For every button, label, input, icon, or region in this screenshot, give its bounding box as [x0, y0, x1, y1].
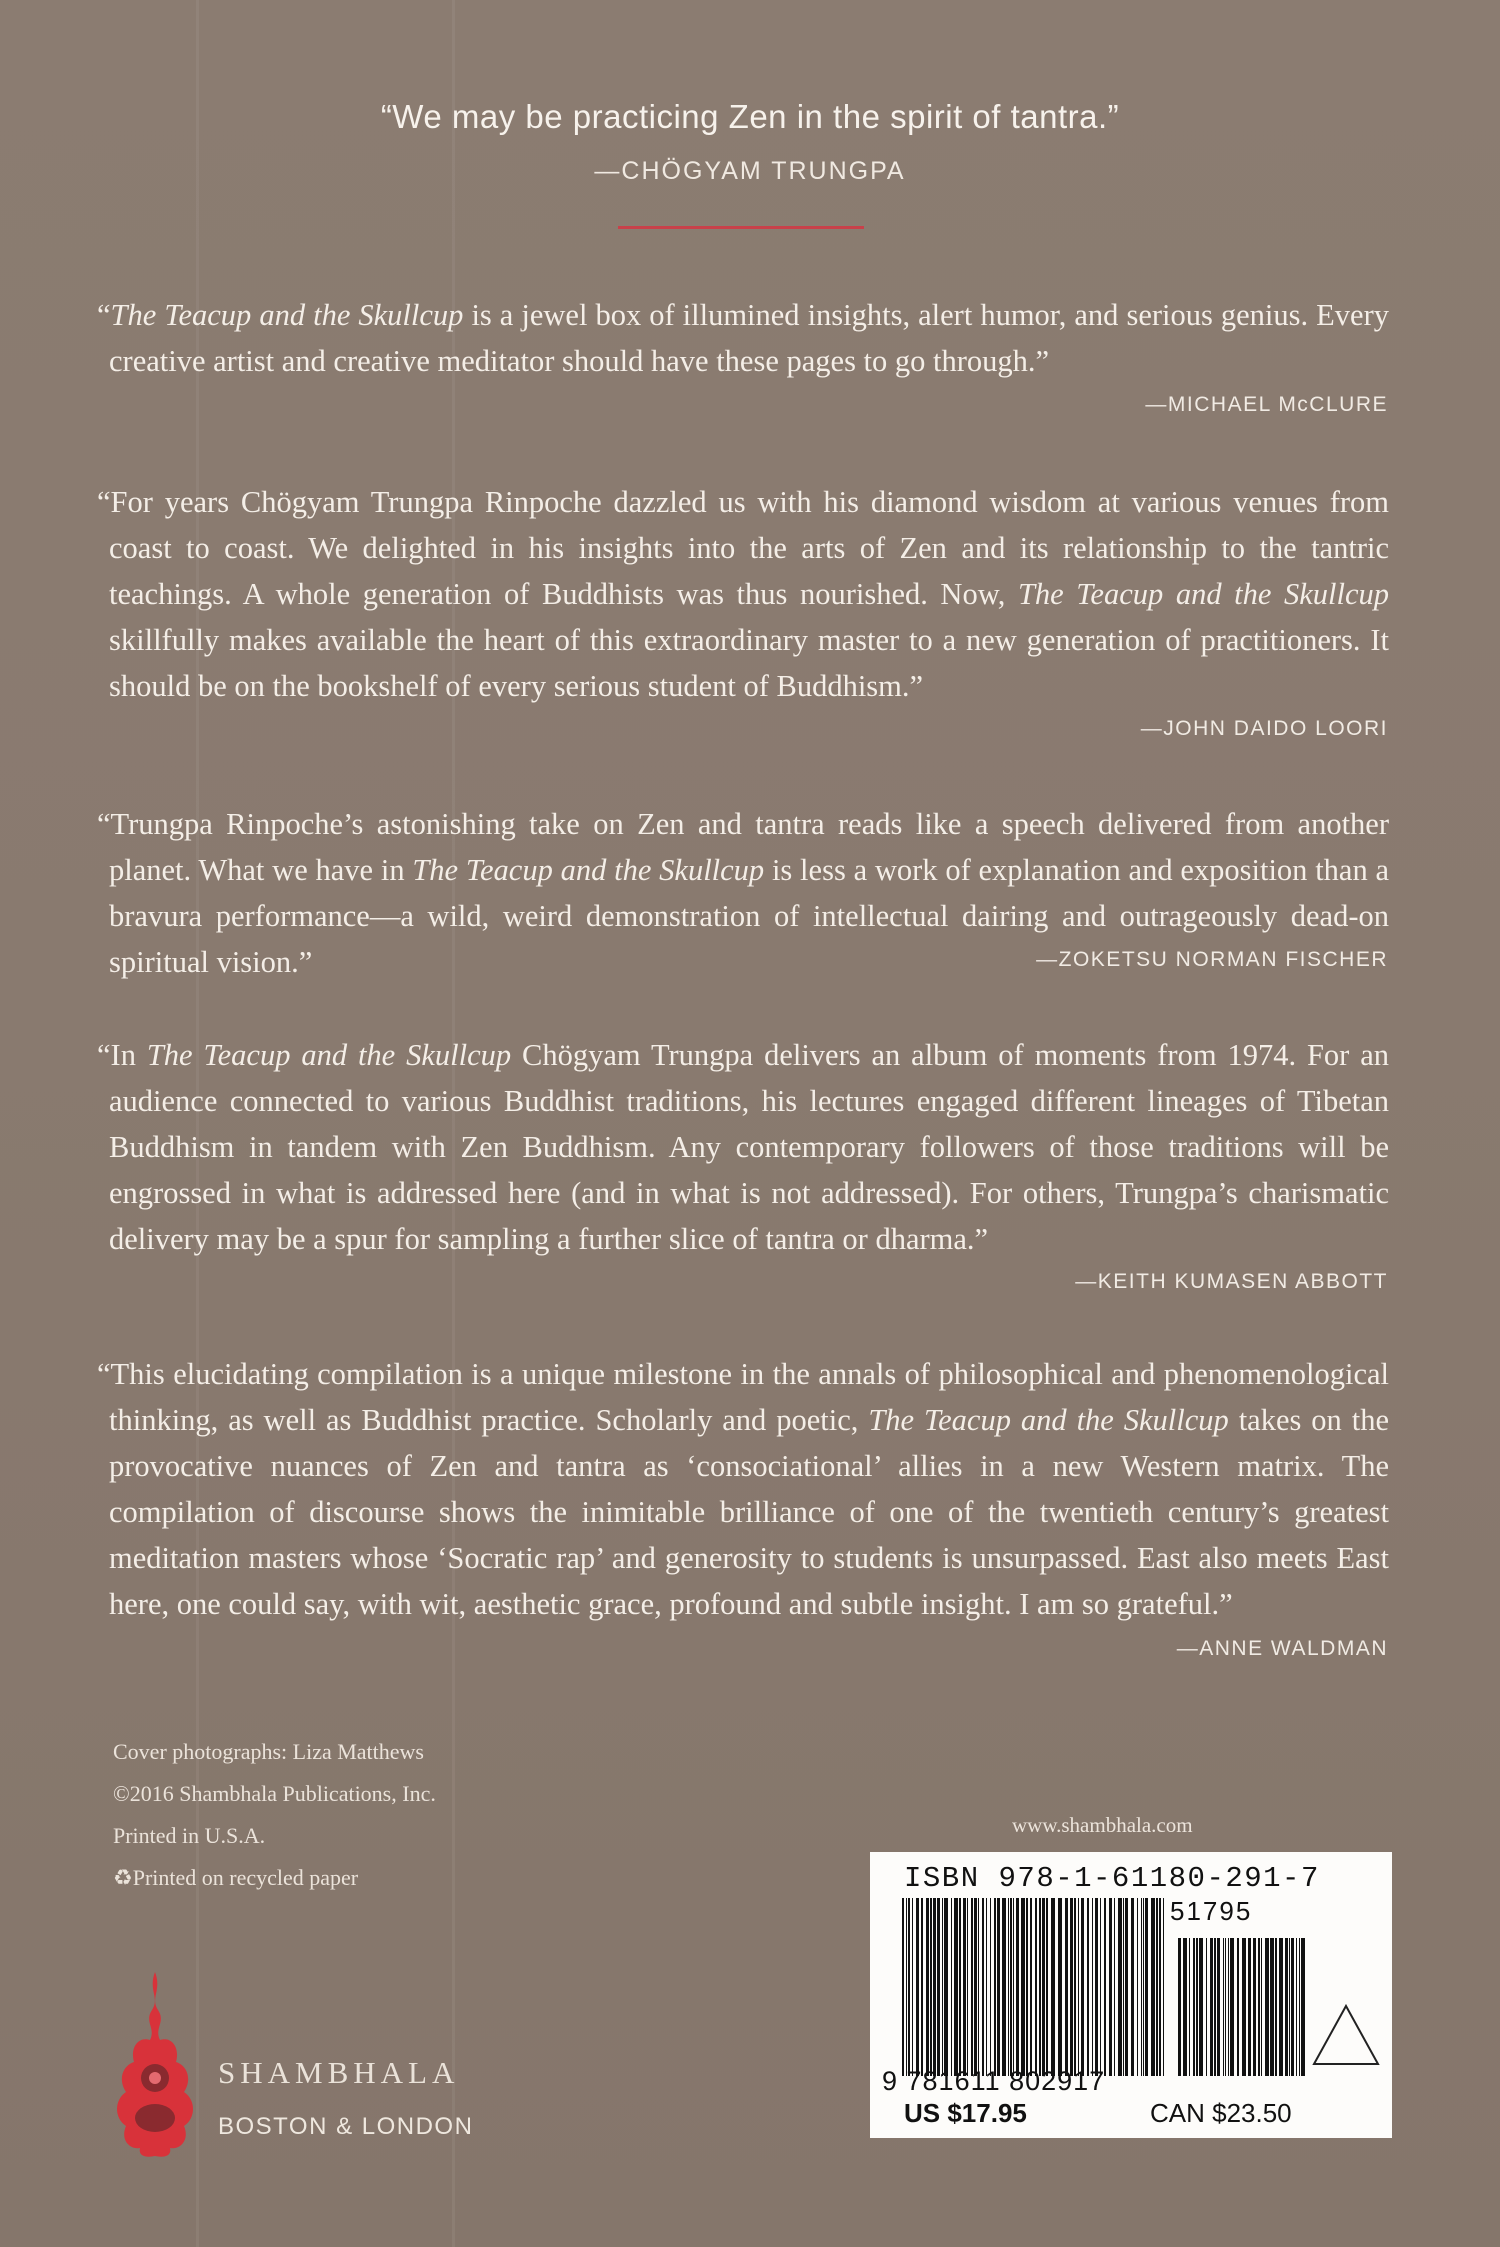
barcode-bar: [1237, 1938, 1239, 2076]
printed-line: Printed in U.S.A.: [113, 1823, 266, 1848]
barcode-bar: [921, 1898, 923, 2076]
price-us: US $17.95: [904, 2098, 1027, 2128]
barcode-bar: [1265, 1938, 1269, 2076]
book-title: The Teacup and the Skullcup: [110, 298, 464, 332]
photo-credit: Cover photographs: Liza Matthews: [113, 1739, 424, 1764]
blurb-text: is a jewel box of illumined insights, alert humor, and serious genius. Every creative artist and creative meditator should have these pages to go through.”: [109, 298, 1389, 378]
barcode-bar: [1223, 1938, 1224, 2076]
barcode-bar: [1217, 1938, 1220, 2076]
barcode-bar: [967, 1898, 968, 2076]
price-addon-code: 51795: [1170, 1896, 1253, 1926]
barcode-bar: [1016, 1898, 1019, 2076]
blurb-attribution: —ZOKETSU NORMAN FISCHER: [1036, 948, 1388, 971]
barcode-bar: [1301, 1938, 1305, 2076]
blurb-text: “For years Chögyam Trungpa Rinpoche dazzled us with his diamond wisdom at various venues from coast to coast. We delighted in his insights into the arts of Zen and its relationship to the tantric teachings. A whole generation of Buddhists was thus nourished. Now,: [97, 485, 1389, 611]
addon-barcode: [1176, 1938, 1306, 2076]
barcode-bar: [1123, 1898, 1124, 2076]
barcode-bar: [1258, 1938, 1260, 2076]
red-divider: [618, 226, 864, 229]
barcode-bar: [1228, 1938, 1229, 2076]
barcode-bar: [912, 1898, 913, 2076]
barcode-bar: [1078, 1898, 1079, 2076]
barcode-bar: [1248, 1938, 1251, 2076]
price-can: CAN $23.50: [1150, 2098, 1292, 2128]
barcode-bar: [906, 1898, 907, 2076]
barcode-bar: [933, 1898, 936, 2076]
barcode-bar: [1008, 1898, 1009, 2076]
barcode-bar: [1156, 1898, 1158, 2076]
ean-barcode: [900, 1898, 1166, 2076]
blurb-text: skillfully makes available the heart of this extraordinary master to a new generation of practitioners. It should be on the bookshelf of every serious student of Buddhism.”: [109, 623, 1389, 703]
barcode-bar: [1159, 1898, 1161, 2076]
barcode-bar: [1039, 1898, 1041, 2076]
barcode-bar: [1092, 1898, 1093, 2076]
book-title: The Teacup and the Skullcup: [146, 1038, 512, 1072]
barcode-bar: [1279, 1938, 1283, 2076]
barcode-bar: [959, 1898, 961, 2076]
blurb-attribution: —ANNE WALDMAN: [1176, 1637, 1388, 1660]
barcode-bar: [1225, 1938, 1226, 2076]
barcode-label: [870, 1852, 1392, 2138]
barcode-bar: [1104, 1898, 1106, 2076]
barcode-bar: [1141, 1898, 1142, 2076]
barcode-bar: [1261, 1938, 1262, 2076]
barcode-bar: [1137, 1898, 1138, 2076]
blurb-attribution: —JOHN DAIDO LOORI: [1140, 717, 1388, 740]
barcode-bar: [1178, 1938, 1181, 2076]
book-title: The Teacup and the Skullcup: [412, 853, 765, 887]
book-title: The Teacup and the Skullcup: [1017, 577, 1389, 611]
barcode-bar: [1253, 1938, 1256, 2076]
barcode-bar: [1074, 1898, 1076, 2076]
barcode-bar: [1046, 1898, 1048, 2076]
barcode-bar: [1143, 1898, 1144, 2076]
barcode-bar: [1051, 1898, 1055, 2076]
barcode-bar: [1291, 1938, 1294, 2076]
barcode-bar: [1021, 1898, 1025, 2076]
barcode-bar: [1100, 1898, 1101, 2076]
barcode-bar: [971, 1898, 973, 2076]
barcode-bar: [997, 1898, 1000, 2076]
barcode-bar: [1206, 1938, 1207, 2076]
barcode-bar: [978, 1898, 979, 2076]
barcode-bar: [1118, 1898, 1122, 2076]
recycled-line: ♻Printed on recycled paper: [113, 1865, 359, 1890]
barcode-bar: [1042, 1898, 1045, 2076]
barcode-bar: [926, 1898, 929, 2076]
blurb-text: takes on the provocative nuances of Zen and tantra as ‘consociational’ allies in a new Western matrix. The compilation of discourse shows the inimitable brilliance of one of the twentieth century’s greatest meditation masters whose ‘Socratic rap’ and generosity to students is unsurpassed. East also meets East here, one could say, with wit, aesthetic grace, profound and subtle insight. I am so grateful.”: [109, 1403, 1389, 1621]
blurb-waldman: [97, 1351, 1389, 1627]
barcode-bar: [1125, 1898, 1128, 2076]
barcode-bar: [1193, 1938, 1195, 2076]
barcode-bar: [1230, 1938, 1234, 2076]
blurb-text: is less a work of explanation and exposition than a bravura performance—a wild, weird demonstration of intellectual dairing and outrageously dead-on spiritual vision.”: [109, 853, 1390, 979]
barcode-bar: [954, 1898, 958, 2076]
barcode-bar: [1270, 1938, 1274, 2076]
barcode-bar: [951, 1898, 952, 2076]
barcode-bar: [1070, 1898, 1073, 2076]
barcode-bar: [1058, 1898, 1062, 2076]
barcode-bar: [916, 1898, 919, 2076]
barcode-bar: [1002, 1898, 1006, 2076]
blurb-text: “This elucidating compilation is a unique milestone in the annals of philosophical and phenomenological thinking, as well as Buddhist practice. Scholarly and poetic,: [97, 1357, 1389, 1437]
barcode-bar: [963, 1898, 966, 2076]
triangle-icon: [1310, 2002, 1382, 2068]
blurb-text: “In: [97, 1038, 147, 1072]
barcode-bar: [1065, 1898, 1068, 2076]
barcode-bar: [1275, 1938, 1277, 2076]
blurb-text: Chögyam Trungpa delivers an album of moments from 1974. For an audience connected to various Buddhist traditions, his lectures engaged different lineages of Tibetan Buddhism in tandem with Zen Buddhism. Any contemporary followers of those traditions will be engrossed in what is addressed here (and in what is not addressed). For others, Trungpa’s charismatic delivery may be a spur for sampling a further slice of tantra or dharma.”: [109, 1038, 1389, 1256]
barcode-bar: [1163, 1898, 1164, 2076]
blurb-mcclure: [97, 292, 1389, 384]
barcode-bar: [1299, 1938, 1300, 2076]
blurb-abbott: [97, 1032, 1389, 1262]
barcode-bar: [1109, 1898, 1112, 2076]
barcode-bar: [990, 1898, 991, 2076]
blurb-attribution: —MICHAEL McCLURE: [1145, 393, 1388, 416]
publisher-place: BOSTON & LONDON: [218, 2113, 474, 2140]
barcode-bar: [942, 1898, 943, 2076]
barcode-bar: [986, 1898, 987, 2076]
barcode-bar: [1183, 1938, 1187, 2076]
copyright-line: ©2016 Shambhala Publications, Inc.: [113, 1781, 436, 1806]
barcode-bar: [1296, 1938, 1297, 2076]
barcode-bar: [1030, 1898, 1032, 2076]
epigraph-quote: “We may be practicing Zen in the spirit of tantra.”: [380, 98, 1120, 135]
barcode-bar: [1196, 1938, 1198, 2076]
barcode-bar: [1035, 1898, 1037, 2076]
barcode-bar: [930, 1898, 932, 2076]
barcode-bar: [1095, 1898, 1098, 2076]
barcode-bar: [1189, 1938, 1190, 2076]
barcode-bar: [1199, 1938, 1203, 2076]
blurb-text: “: [97, 298, 111, 332]
publisher-name: SHAMBHALA: [218, 2055, 460, 2090]
barcode-bar: [944, 1898, 948, 2076]
blurb-loori: [97, 479, 1389, 709]
barcode-bar: [1285, 1938, 1288, 2076]
barcode-bar: [1026, 1898, 1028, 2076]
barcode-bar: [1131, 1898, 1134, 2076]
shambhala-flame-icon: [110, 1970, 200, 2160]
barcode-bar: [1081, 1898, 1084, 2076]
barcode-bar: [1210, 1938, 1213, 2076]
isbn-text: ISBN 978-1-61180-291-7: [904, 1862, 1320, 1895]
barcode-bar: [1013, 1898, 1014, 2076]
barcode-bar: [994, 1898, 996, 2076]
barcode-bar: [982, 1898, 984, 2076]
barcode-bar: [1214, 1938, 1216, 2076]
barcode-bar: [1151, 1898, 1155, 2076]
barcode-bar: [908, 1898, 910, 2076]
book-title: The Teacup and the Skullcup: [868, 1403, 1229, 1437]
barcode-bar: [902, 1898, 904, 2076]
barcode-bar: [974, 1898, 977, 2076]
barcode-bar: [1242, 1938, 1246, 2076]
blurb-attribution: —KEITH KUMASEN ABBOTT: [1075, 1270, 1388, 1293]
publisher-url: www.shambhala.com: [1012, 1813, 1193, 1837]
barcode-bar: [1087, 1898, 1089, 2076]
barcode-digits: 9 781611 802917: [882, 2066, 1106, 2096]
credits: [113, 1731, 436, 1899]
blurb-text: “Trungpa Rinpoche’s astonishing take on Zen and tantra reads like a speech delivered from another planet. What we have in: [97, 807, 1389, 887]
barcode-bar: [1289, 1938, 1290, 2076]
barcode-bar: [1145, 1898, 1148, 2076]
barcode-bar: [937, 1898, 940, 2076]
epigraph-attribution: —CHÖGYAM TRUNGPA: [594, 157, 906, 185]
barcode-bar: [1010, 1898, 1012, 2076]
barcode-bar: [1114, 1898, 1115, 2076]
